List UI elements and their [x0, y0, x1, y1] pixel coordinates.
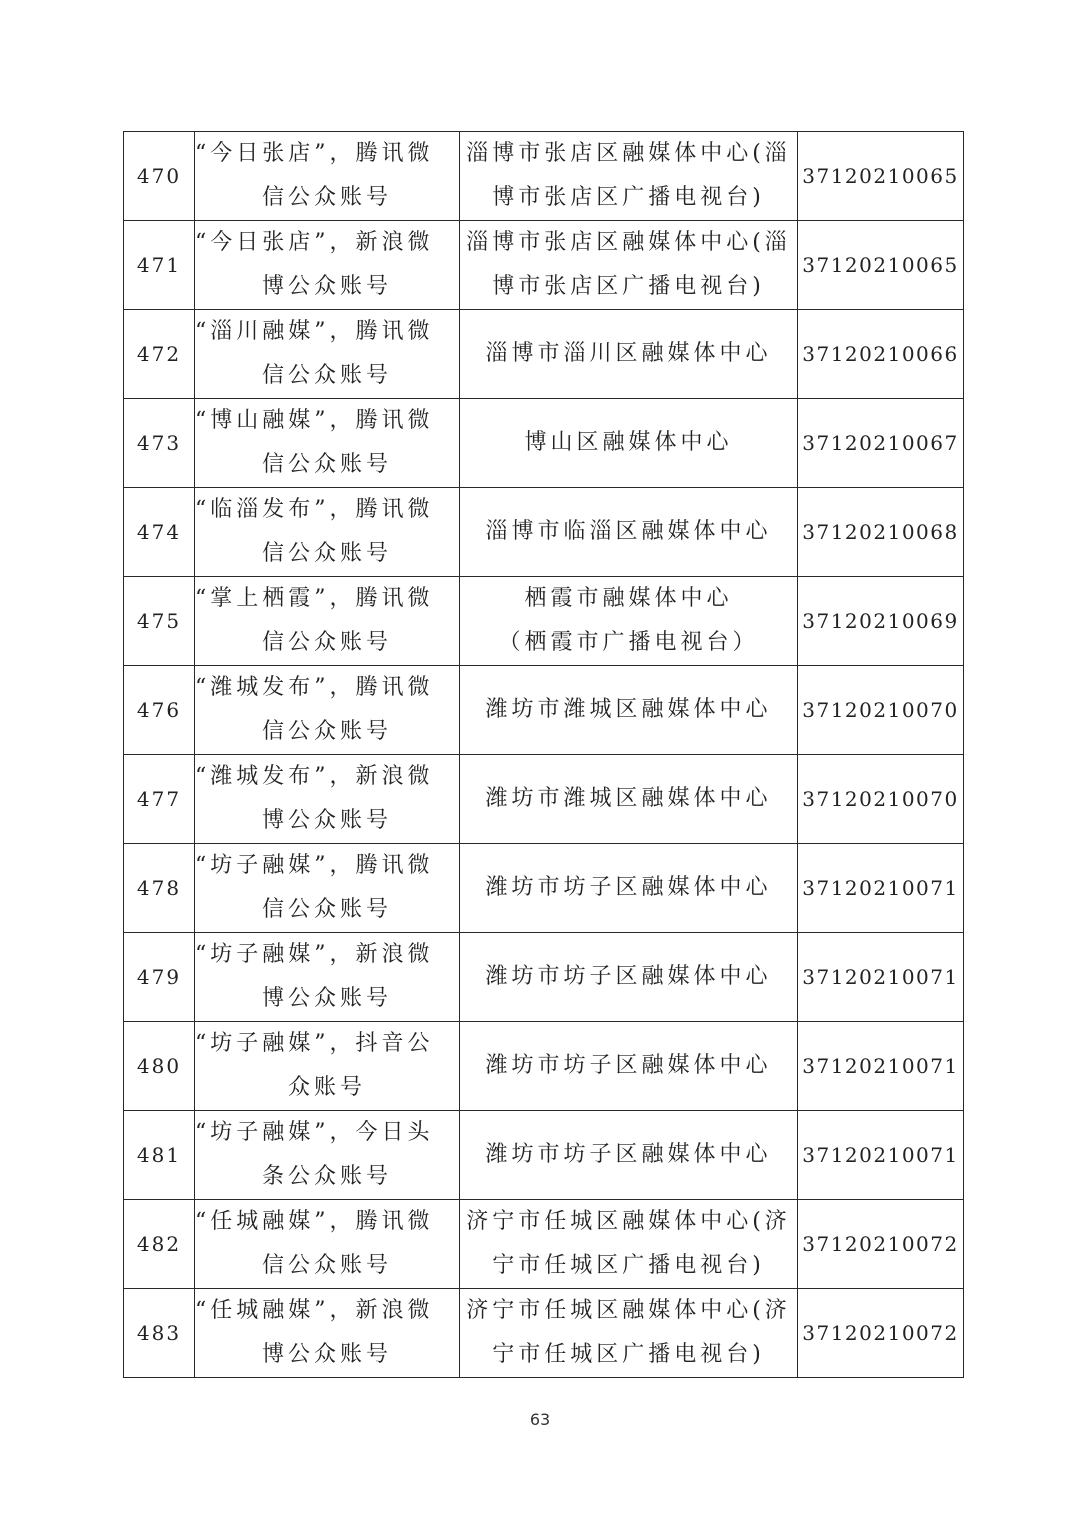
account-name-line: “淄川融媒”，腾讯微	[195, 319, 434, 344]
organization-cell	[460, 1022, 798, 1111]
registration-code-cell: 37120210071	[798, 1111, 964, 1200]
row-number-cell: 471	[124, 221, 195, 310]
table-row	[124, 310, 964, 399]
account-name-line: “坊子融媒”，抖音公	[195, 1031, 434, 1056]
organization-cell	[460, 844, 798, 933]
table-row	[124, 488, 964, 577]
account-name-line: 信公众账号	[261, 719, 392, 744]
table-row	[124, 577, 964, 666]
account-name-cell	[195, 755, 460, 844]
account-name-cell	[195, 310, 460, 399]
account-name-line: 信公众账号	[261, 363, 392, 388]
account-name-line: “任城融媒”，腾讯微	[195, 1209, 434, 1234]
organization-cell	[460, 488, 798, 577]
account-name-line: 信公众账号	[261, 1253, 392, 1278]
organization-cell	[460, 666, 798, 755]
organization-line: 潍坊市潍城区融媒体中心	[485, 786, 772, 811]
account-name-cell	[195, 933, 460, 1022]
table-row	[124, 132, 964, 221]
registration-code-cell: 37120210070	[798, 666, 964, 755]
table-row	[124, 399, 964, 488]
organization-line: 潍坊市坊子区融媒体中心	[485, 964, 772, 989]
organization-line: 潍坊市坊子区融媒体中心	[485, 875, 772, 900]
organization-cell	[460, 132, 798, 221]
organization-cell	[460, 933, 798, 1022]
registry-table	[123, 131, 964, 1378]
account-name-line: 众账号	[287, 1075, 366, 1100]
registration-code-cell: 37120210072	[798, 1200, 964, 1289]
account-name-line: 信公众账号	[261, 897, 392, 922]
account-name-cell	[195, 844, 460, 933]
row-number-cell: 472	[124, 310, 195, 399]
table-row	[124, 221, 964, 310]
table-row	[124, 1111, 964, 1200]
organization-line: 栖霞市融媒体中心	[524, 586, 733, 611]
organization-line: 博市张店区广播电视台)	[492, 185, 765, 210]
row-number-cell: 480	[124, 1022, 195, 1111]
organization-cell	[460, 1200, 798, 1289]
account-name-line: 博公众账号	[261, 986, 392, 1011]
row-number-cell: 470	[124, 132, 195, 221]
row-number-cell: 481	[124, 1111, 195, 1200]
account-name-line: 博公众账号	[261, 274, 392, 299]
row-number-cell: 477	[124, 755, 195, 844]
registration-code-cell: 37120210068	[798, 488, 964, 577]
organization-line: 宁市任城区广播电视台)	[492, 1342, 765, 1367]
account-name-cell	[195, 577, 460, 666]
row-number-cell: 482	[124, 1200, 195, 1289]
account-name-cell	[195, 1111, 460, 1200]
account-name-cell	[195, 1022, 460, 1111]
organization-line: 淄博市张店区融媒体中心(淄	[466, 141, 791, 166]
row-number-cell: 483	[124, 1289, 195, 1378]
page-number: 63	[529, 1410, 551, 1429]
table-row	[124, 755, 964, 844]
account-name-line: 信公众账号	[261, 541, 392, 566]
account-name-line: 条公众账号	[261, 1164, 392, 1189]
account-name-line: “坊子融媒”，今日头	[195, 1120, 434, 1145]
table-body	[124, 132, 964, 1378]
registration-code-cell: 37120210065	[798, 221, 964, 310]
registration-code-cell: 37120210067	[798, 399, 964, 488]
organization-cell	[460, 399, 798, 488]
registration-code-cell: 37120210071	[798, 1022, 964, 1111]
organization-line: 潍坊市潍城区融媒体中心	[485, 697, 772, 722]
registration-code-cell: 37120210071	[798, 844, 964, 933]
table-row	[124, 666, 964, 755]
organization-cell	[460, 1111, 798, 1200]
organization-cell	[460, 755, 798, 844]
account-name-cell	[195, 1200, 460, 1289]
organization-line: 济宁市任城区融媒体中心(济	[466, 1209, 791, 1234]
account-name-line: “今日张店”，腾讯微	[195, 141, 434, 166]
account-name-cell	[195, 399, 460, 488]
account-name-line: 博公众账号	[261, 1342, 392, 1367]
organization-cell	[460, 577, 798, 666]
organization-line: 博山区融媒体中心	[524, 430, 733, 455]
row-number-cell: 475	[124, 577, 195, 666]
organization-line: 淄博市淄川区融媒体中心	[485, 341, 772, 366]
organization-line: （栖霞市广播电视台）	[498, 630, 759, 655]
account-name-line: 信公众账号	[261, 185, 392, 210]
account-name-line: “潍城发布”，腾讯微	[195, 675, 434, 700]
row-number-cell: 474	[124, 488, 195, 577]
account-name-line: “掌上栖霞”，腾讯微	[195, 586, 434, 611]
table-row	[124, 1200, 964, 1289]
organization-line: 济宁市任城区融媒体中心(济	[466, 1298, 791, 1323]
table-row	[124, 844, 964, 933]
organization-line: 宁市任城区广播电视台)	[492, 1253, 765, 1278]
table-row	[124, 1289, 964, 1378]
organization-line: 潍坊市坊子区融媒体中心	[485, 1053, 772, 1078]
registration-code-cell: 37120210072	[798, 1289, 964, 1378]
organization-line: 潍坊市坊子区融媒体中心	[485, 1142, 772, 1167]
organization-cell	[460, 310, 798, 399]
account-name-line: 博公众账号	[261, 808, 392, 833]
account-name-line: 信公众账号	[261, 630, 392, 655]
account-name-cell	[195, 488, 460, 577]
organization-line: 淄博市临淄区融媒体中心	[485, 519, 772, 544]
registration-code-cell: 37120210065	[798, 132, 964, 221]
account-name-line: 信公众账号	[261, 452, 392, 477]
registration-code-cell: 37120210070	[798, 755, 964, 844]
table-row	[124, 1022, 964, 1111]
account-name-cell	[195, 132, 460, 221]
organization-cell	[460, 221, 798, 310]
organization-line: 博市张店区广播电视台)	[492, 274, 765, 299]
account-name-line: “博山融媒”，腾讯微	[195, 408, 434, 433]
account-name-line: “潍城发布”，新浪微	[195, 764, 434, 789]
account-name-cell	[195, 221, 460, 310]
registration-code-cell: 37120210069	[798, 577, 964, 666]
account-name-cell	[195, 666, 460, 755]
account-name-line: “任城融媒”，新浪微	[195, 1298, 434, 1323]
table-row	[124, 933, 964, 1022]
row-number-cell: 473	[124, 399, 195, 488]
row-number-cell: 476	[124, 666, 195, 755]
account-name-cell	[195, 1289, 460, 1378]
account-name-line: “今日张店”，新浪微	[195, 230, 434, 255]
organization-cell	[460, 1289, 798, 1378]
registration-code-cell: 37120210066	[798, 310, 964, 399]
account-name-line: “临淄发布”，腾讯微	[195, 497, 434, 522]
row-number-cell: 478	[124, 844, 195, 933]
account-name-line: “坊子融媒”，腾讯微	[195, 853, 434, 878]
organization-line: 淄博市张店区融媒体中心(淄	[466, 230, 791, 255]
row-number-cell: 479	[124, 933, 195, 1022]
account-name-line: “坊子融媒”，新浪微	[195, 942, 434, 967]
registration-code-cell: 37120210071	[798, 933, 964, 1022]
